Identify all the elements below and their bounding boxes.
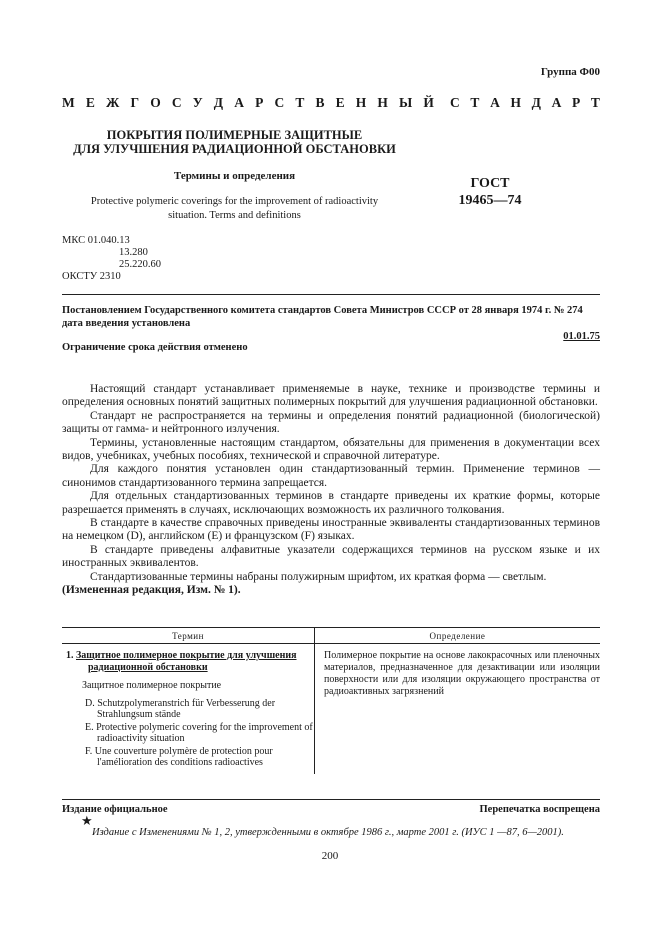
gost-label: ГОСТ: [470, 176, 510, 191]
effective-date: 01.01.75: [563, 331, 600, 342]
banner-word-1: М Е Ж Г О С У Д А Р С Т В Е Н Н Ы Й: [62, 95, 434, 110]
english-title-line-2: situation. Terms and definitions: [168, 210, 301, 221]
banner-word-2: С Т А Н Д А Р Т: [450, 95, 600, 110]
mks-code-1: МКС 01.040.13: [62, 235, 130, 246]
paragraph-7: В стандарте приведены алфавитные указатели содержащихся терминов на русском языке и их иностранных эквивалентов.: [62, 543, 600, 570]
title-line-2: ДЛЯ УЛУЧШЕНИЯ РАДИАЦИОННОЙ ОБСТАНОВКИ: [73, 142, 396, 156]
validity-limit-note: Ограничение срока действия отменено: [62, 342, 248, 353]
table-header: [62, 627, 600, 644]
official-edition: Издание официальное: [62, 804, 168, 815]
english-title: [62, 195, 407, 223]
paragraph-6: В стандарте в качестве справочных приведены иностранные эквиваленты стандартизованных терминов на немецком (D), английском (E) и французском (F) языках.: [62, 517, 600, 543]
equivalent-german: D. Schutzpolymeranstrich für Verbesserung der Strahlungsum stände: [85, 697, 276, 720]
term-standard: [66, 650, 314, 673]
paragraph-8: [62, 571, 600, 598]
introduction-text: [62, 383, 600, 598]
term-number: 1.: [66, 650, 74, 661]
amendment-note: (Измененная редакция, Изм. № 1).: [62, 584, 241, 597]
paragraph-3: Термины, установленные настоящим стандартом, обязательны для применения в документации всех видов, учебниках, учебных пособиях, технической и справочной литературе.: [62, 436, 600, 463]
header-term: Термин: [62, 628, 315, 643]
header-divider: [62, 294, 600, 295]
title-line-1: ПОКРЫТИЯ ПОЛИМЕРНЫЕ ЗАЩИТНЫЕ: [106, 128, 363, 142]
decree-text: Постановлением Государственного комитета стандартов Совета Министров СССР от 28 января 1974 г. № 274 дата введения установлена: [62, 305, 583, 329]
equivalent-french: F. Une couverture polymère de protection pour l'amélioration des conditions radioactives: [85, 745, 273, 768]
table-row: [62, 644, 600, 774]
term-short-form: Защитное полимерное покрытие: [82, 680, 222, 691]
paragraph-5: Для отдельных стандартизованных терминов в стандарте приведены их краткие формы, которые разрешается применять в случаях, исключающих возможность их различного толкования.: [62, 490, 600, 516]
paragraph-2: Стандарт не распространяется на термины и определения понятий радиационной (биологической) защиты от гамма- и нейтронного излучения.: [62, 409, 600, 436]
classification-codes: [62, 235, 161, 283]
group-code: Группа Ф00: [540, 66, 600, 78]
page-number: 200: [321, 850, 339, 862]
document-subtitle: Термины и определения: [173, 170, 296, 182]
term-cell: [62, 644, 315, 774]
standard-banner: [62, 95, 600, 111]
paragraph-4: Для каждого понятия установлен один стандартизованный термин. Применение терминов — синонимов стандартизованного термина запрещается.: [62, 463, 600, 489]
definition-cell: Полимерное покрытие на основе лакокрасочных или пленочных материалов, предназначенное для дезактивации или изоляции поверхности или для изоляции окружающего пространства от радиоактивных загрязнений: [324, 650, 600, 697]
gost-designation: [440, 175, 540, 209]
edition-changes-note: Издание с Изменениями № 1, 2, утвержденными в октябре 1986 г., марте 2001 г. (ИУС 1 —87, 6—2001).: [92, 827, 564, 838]
english-title-line-1: Protective polymeric coverings for the improvement of radioactivity: [90, 196, 379, 207]
equivalent-english: E. Protective polymeric covering for the improvement of radioactivity situation: [85, 721, 313, 744]
header-definition: Определение: [429, 631, 486, 641]
footer-divider: [62, 799, 600, 800]
mks-code-2: 13.280: [119, 247, 148, 258]
term-text: Защитное полимерное покрытие для улучшения радиационной обстановки: [76, 650, 297, 673]
gost-number: 19465—74: [458, 193, 522, 208]
mks-code-3: 25.220.60: [119, 259, 161, 270]
star-icon: ★: [81, 813, 93, 828]
paragraph-8-text: Стандартизованные термины набраны полужирным шрифтом, их краткая форма — светлым.: [90, 570, 547, 583]
reprint-prohibited: Перепечатка воспрещена: [479, 804, 600, 815]
terms-table: [62, 627, 600, 774]
okstu-code: ОКСТУ 2310: [62, 271, 121, 282]
document-title: [62, 128, 407, 156]
paragraph-1: Настоящий стандарт устанавливает применяемые в науке, технике и производстве термины и определения основных понятий защитных полимерных покрытий для улучшения радиационной обстановки.: [62, 383, 600, 409]
